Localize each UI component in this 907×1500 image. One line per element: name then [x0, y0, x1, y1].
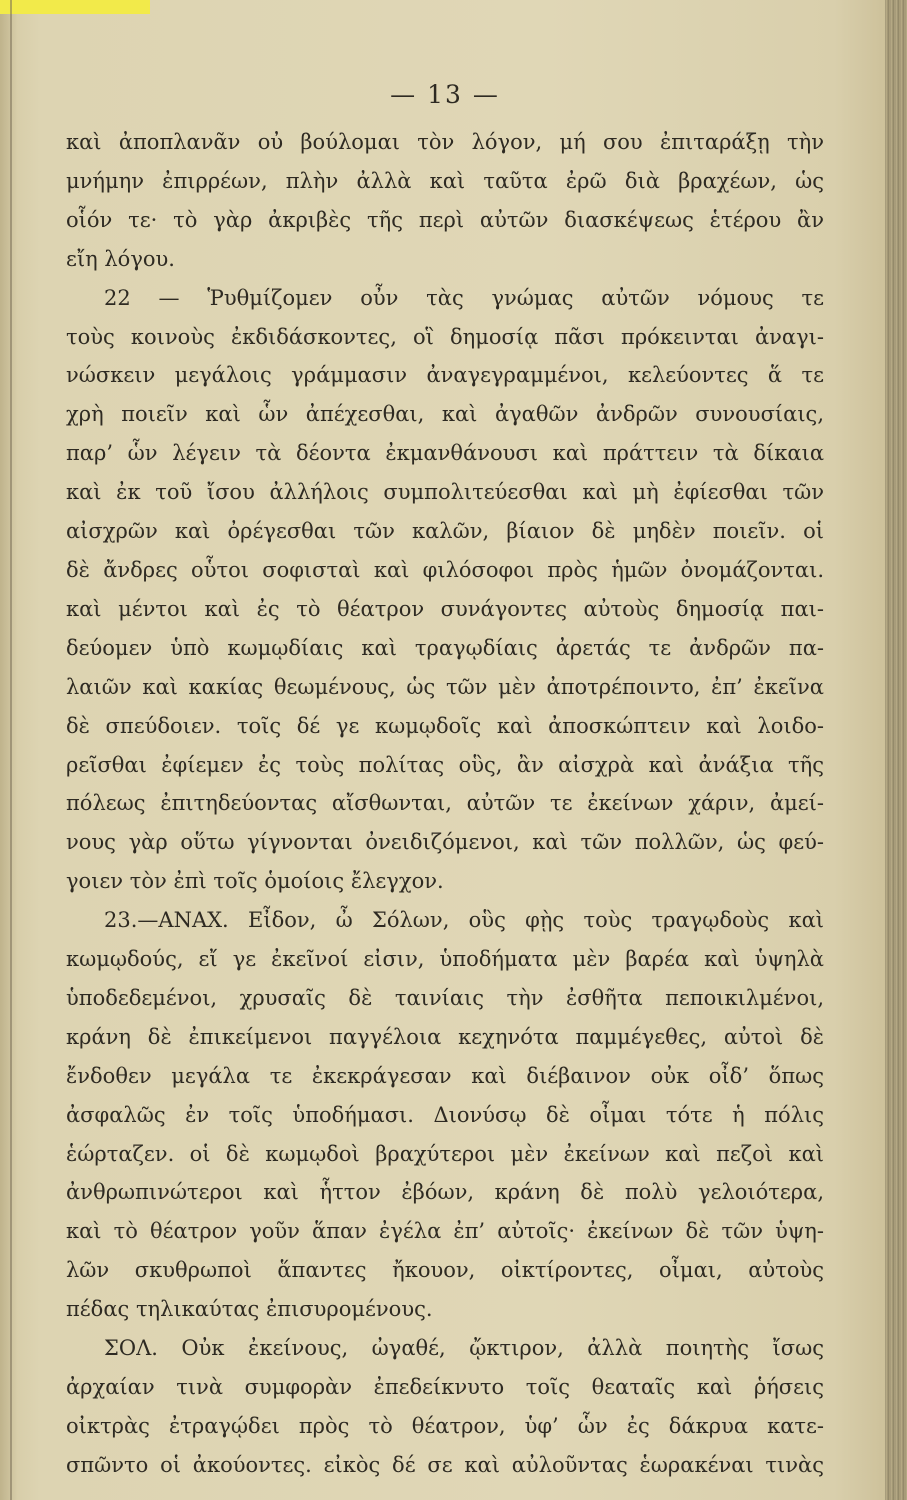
text-line: σπῶντο οἱ ἀκούοντες. εἰκὸς δέ σε καὶ αὐλοῦντας ἑωρακέναι τινὰς [66, 1452, 824, 1477]
text-line: παρ’ ὧν λέγειν τὰ δέοντα ἐκμανθάνουσι καὶ πράττειν τὰ δίκαια [66, 441, 824, 466]
text-line: πόλεως ἐπιτηδεύοντας αἴσθωνται, αὐτῶν τε ἐκείνων χάριν, ἀμεί- [66, 791, 824, 816]
left-page-edge [10, 0, 12, 1500]
text-line: ἀσφαλῶς ἐν τοῖς ὑποδήμασι. Διονύσῳ δὲ οἶμαι τότε ἡ πόλις [66, 1102, 824, 1127]
text-line: δὲ σπεύδοιεν. τοῖς δέ γε κωμῳδοῖς καὶ ἀποσκώπτειν καὶ λοιδο- [66, 713, 824, 738]
text-line: ΣΟΛ. Οὐκ ἐκείνους, ὠγαθέ, ᾤκτιρον, ἀλλὰ ποιητὴς ἴσως [104, 1336, 824, 1361]
text-line: ἀνθρωπινώτεροι καὶ ἧττον ἐβόων, κράνη δὲ πολὺ γελοιότερα, [66, 1180, 824, 1205]
text-line: μνήμην ἐπιρρέων, πλὴν ἀλλὰ καὶ ταῦτα ἐρῶ διὰ βραχέων, ὡς [66, 168, 824, 193]
text-line: καὶ τὸ θέατρον γοῦν ἅπαν ἐγέλα ἐπ’ αὐτοῖς· ἐκείνων δὲ τῶν ὑψη- [66, 1219, 824, 1244]
text-line: εἴη λόγου. [66, 246, 175, 271]
text-line: χρὴ ποιεῖν καὶ ὧν ἀπέχεσθαι, καὶ ἀγαθῶν ἀνδρῶν συνουσίαις, [66, 402, 824, 427]
text-line: τοὺς κοινοὺς ἐκδιδάσκοντες, οἳ δημοσίᾳ πᾶσι πρόκεινται ἀναγι- [66, 324, 824, 349]
page-body [66, 80, 824, 1485]
text-line: κωμῳδούς, εἴ γε ἐκεῖνοί εἰσιν, ὑποδήματα μὲν βαρέα καὶ ὑψηλὰ [66, 947, 824, 972]
text-line: 22 — Ῥυθμίζομεν οὖν τὰς γνώμας αὐτῶν νόμους τε [104, 285, 824, 310]
text-line: λαιῶν καὶ κακίας θεωμένους, ὡς τῶν μὲν ἀποτρέποιντο, ἐπ’ ἐκεῖνα [66, 674, 824, 699]
text-line: νώσκειν μεγάλοις γράμμασιν ἀναγεγραμμένοι, κελεύοντες ἅ τε [66, 363, 824, 388]
text-line: δὲ ἄνδρες οὗτοι σοφισταὶ καὶ φιλόσοφοι πρὸς ἡμῶν ὀνομάζονται. [66, 557, 824, 582]
text-line: ἀρχαίαν τινὰ συμφορὰν ἐπεδείκνυτο τοῖς θεαταῖς καὶ ῥήσεις [66, 1375, 824, 1399]
text-line: αἰσχρῶν καὶ ὀρέγεσθαι τῶν καλῶν, βίαιον δὲ μηδὲν ποιεῖν. οἱ [66, 519, 824, 544]
text-line: ὑποδεδεμένοι, χρυσαῖς δὲ ταινίαις τὴν ἐσθῆτα πεποικιλμένοι, [66, 985, 824, 1010]
yellow-bookmark-tab [0, 0, 150, 14]
text-line: οἰκτρὰς ἐτραγῴδει πρὸς τὸ θέατρον, ὑφ’ ὧν ἐς δάκρυα κατε- [66, 1413, 824, 1438]
text-line: γοιεν τὸν ἐπὶ τοῖς ὁμοίοις ἔλεγχον. [66, 869, 444, 894]
page-number: — 13 — [390, 80, 500, 109]
text-line: λῶν σκυθρωποὶ ἅπαντες ἤκουον, οἰκτίροντες, οἶμαι, αὐτοὺς [66, 1258, 824, 1283]
text-line: ρεῖσθαι ἐφίεμεν ἐς τοὺς πολίτας οὓς, ἂν αἰσχρὰ καὶ ἀνάξια τῆς [66, 752, 824, 777]
text-line: δεύομεν ὑπὸ κωμῳδίαις καὶ τραγῳδίαις ἀρετάς τε ἀνδρῶν πα- [66, 635, 824, 660]
text-line: πέδας τηλικαύτας ἐπισυρομένους. [66, 1297, 433, 1322]
text-line: καὶ ἐκ τοῦ ἴσου ἀλλήλοις συμπολιτεύεσθαι καὶ μὴ ἐφίεσθαι τῶν [66, 480, 824, 505]
text-line: οἷόν τε· τὸ γὰρ ἀκριβὲς τῆς περὶ αὐτῶν διασκέψεως ἑτέρου ἂν [66, 207, 824, 232]
text-line: καὶ ἀποπλανᾶν οὐ βούλομαι τὸν λόγον, μή σου ἐπιταράξῃ τὴν [66, 130, 824, 154]
body-text [66, 123, 824, 1485]
text-line: ἑώρταζεν. οἱ δὲ κωμῳδοὶ βραχύτεροι μὲν ἐκείνων καὶ πεζοὶ καὶ [66, 1141, 824, 1166]
right-page-edges [885, 0, 907, 1500]
text-line: ἔνδοθεν μεγάλα τε ἐκεκράγεσαν καὶ διέβαινον οὐκ οἶδ’ ὅπως [66, 1063, 824, 1088]
text-line: καὶ μέντοι καὶ ἐς τὸ θέατρον συνάγοντες αὐτοὺς δημοσίᾳ παι- [66, 596, 824, 621]
text-line: νους γὰρ οὕτω γίγνονται ὀνειδιζόμενοι, καὶ τῶν πολλῶν, ὡς φεύ- [66, 830, 824, 855]
text-line: κράνη δὲ ἐπικείμενοι παγγέλοια κεχηνότα παμμέγεθες, αὐτοὶ δὲ [66, 1024, 824, 1049]
text-line: 23.—ΑΝΑΧ. Εἶδον, ὦ Σόλων, οὓς φῂς τοὺς τραγῳδοὺς καὶ [104, 908, 824, 933]
